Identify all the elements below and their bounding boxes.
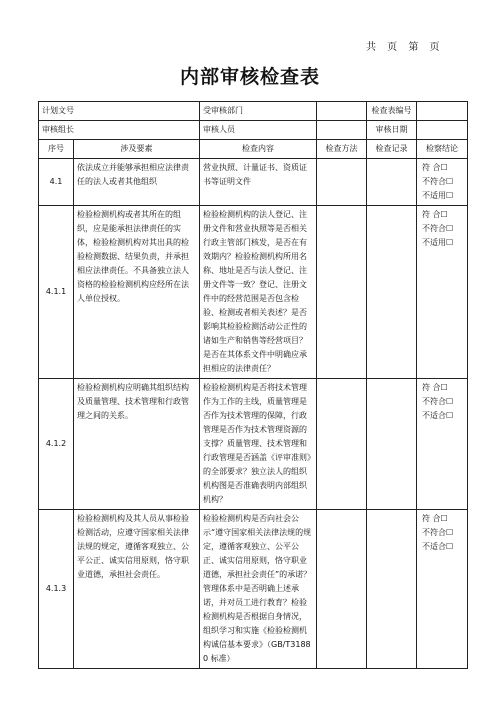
row-no: 4.1.3 bbox=[39, 510, 74, 669]
option-conform[interactable]: 符 合☐ bbox=[422, 383, 448, 392]
row-content: 营业执照、计量证书、资质证书等证明文件 bbox=[200, 159, 317, 206]
row-record[interactable] bbox=[367, 510, 417, 669]
row-method[interactable] bbox=[317, 510, 367, 669]
table-row bbox=[39, 159, 468, 206]
checklist-no-label: 检查表编号 bbox=[367, 102, 417, 121]
column-header-method: 检查方法 bbox=[317, 140, 367, 159]
option-conform[interactable]: 符 合☐ bbox=[422, 163, 448, 172]
option-conform[interactable]: 符 合☐ bbox=[422, 210, 448, 219]
column-header-conclusion: 检察结论 bbox=[417, 140, 468, 159]
table-row bbox=[39, 206, 468, 379]
option-conform[interactable]: 符 合☐ bbox=[422, 514, 448, 523]
row-method[interactable] bbox=[317, 206, 367, 379]
row-element: 检验检测机构或者其所在的组织，应是能承担法律责任的实体，检验检测机构对其出具的检验检测数据、结果负责，并承担相应法律责任。不具备独立法人资格的检验检测机构应经所在法人单位授权。 bbox=[74, 206, 200, 379]
column-header-record: 检查记录 bbox=[367, 140, 417, 159]
checklist-no-value[interactable] bbox=[417, 102, 468, 121]
column-header-element: 涉及要素 bbox=[74, 140, 200, 159]
option-nonconform[interactable]: 不符合☐ bbox=[422, 177, 454, 186]
table-row bbox=[39, 510, 468, 669]
header-row-1 bbox=[39, 102, 468, 121]
auditor-value[interactable] bbox=[317, 121, 367, 140]
row-content: 检验检测机构是否将技术管理作为工作的主线，质量管理是否作为技术管理的保障，行政管理是否作为技术管理资源的支撑？质量管理、技术管理和行政管理是否涵盖《评审准则》的全部要求？独立法人的组织机构图是否准确表明内部组织机构？ bbox=[200, 379, 317, 510]
row-record[interactable] bbox=[367, 206, 417, 379]
row-element: 依法成立并能够承担相应法律责任的法人或者其他组织 bbox=[74, 159, 200, 206]
row-conclusion bbox=[417, 206, 468, 379]
row-method[interactable] bbox=[317, 379, 367, 510]
option-nonconform[interactable]: 不符合☐ bbox=[422, 528, 454, 537]
row-conclusion bbox=[417, 379, 468, 510]
row-no: 4.1 bbox=[39, 159, 74, 206]
auditor-label: 审核人员 bbox=[200, 121, 317, 140]
date-label: 审核日期 bbox=[367, 121, 417, 140]
row-no: 4.1.2 bbox=[39, 379, 74, 510]
option-na[interactable]: 不适合☐ bbox=[422, 542, 454, 551]
page-title: 内部审核检查表 bbox=[179, 66, 320, 88]
plan-no-label: 计划文号 bbox=[39, 102, 200, 121]
row-no: 4.1.1 bbox=[39, 206, 74, 379]
audit-checklist-table bbox=[38, 101, 468, 669]
option-nonconform[interactable]: 不符合☐ bbox=[422, 397, 454, 406]
page-marker: 共 页 第 页 bbox=[366, 42, 441, 53]
option-na[interactable]: 不适合☐ bbox=[422, 411, 454, 420]
row-record[interactable] bbox=[367, 159, 417, 206]
column-header-row bbox=[39, 140, 468, 159]
row-content: 检验检测机构的法人登记、注册文件和营业执照等是否相关行政主管部门核发，是否在有效期内？检验检测机构所用名称、地址是否与法人登记、注册文件等一致？登记、注册文件中的经营范围是否包含检验、检测或者相关表述？是否影响其检验检测活动公正性的诸如生产和销售等经营项目？是否在其体系文件中明确应承担相应的法律责任？ bbox=[200, 206, 317, 379]
column-header-no: 序号 bbox=[39, 140, 74, 159]
row-record[interactable] bbox=[367, 379, 417, 510]
date-value[interactable] bbox=[417, 121, 468, 140]
table-row bbox=[39, 379, 468, 510]
row-element: 检验检测机构及其人员从事检验检测活动，应遵守国家相关法律法规的规定，遵循客观独立、公平公正、诚实信用原则，恪守职业道德，承担社会责任。 bbox=[74, 510, 200, 669]
header-row-2 bbox=[39, 121, 468, 140]
row-element: 检验检测机构应明确其组织结构及质量管理、技术管理和行政管理之间的关系。 bbox=[74, 379, 200, 510]
row-content: 检验检测机构是否向社会公示“遵守国家相关法律法规的规定，遵循客观独立、公平公正、诚实信用原则，恪守职业道德，承担社会责任”的承诺？管理体系中是否明确上述承诺，并对员工进行教育？检验检测机构是否根据自身情况，组织学习和实施《检验检测机构诚信基本要求》（GB/T31880 标准） bbox=[200, 510, 317, 669]
option-na[interactable]: 不适用☐ bbox=[422, 191, 454, 200]
row-conclusion bbox=[417, 159, 468, 206]
audited-dept-value[interactable] bbox=[317, 102, 367, 121]
leader-label: 审核组长 bbox=[39, 121, 200, 140]
audited-dept-label: 受审核部门 bbox=[200, 102, 317, 121]
option-na[interactable]: 不适用☐ bbox=[422, 238, 454, 247]
column-header-content: 检查内容 bbox=[200, 140, 317, 159]
option-nonconform[interactable]: 不符合☐ bbox=[422, 224, 454, 233]
row-method[interactable] bbox=[317, 159, 367, 206]
row-conclusion bbox=[417, 510, 468, 669]
